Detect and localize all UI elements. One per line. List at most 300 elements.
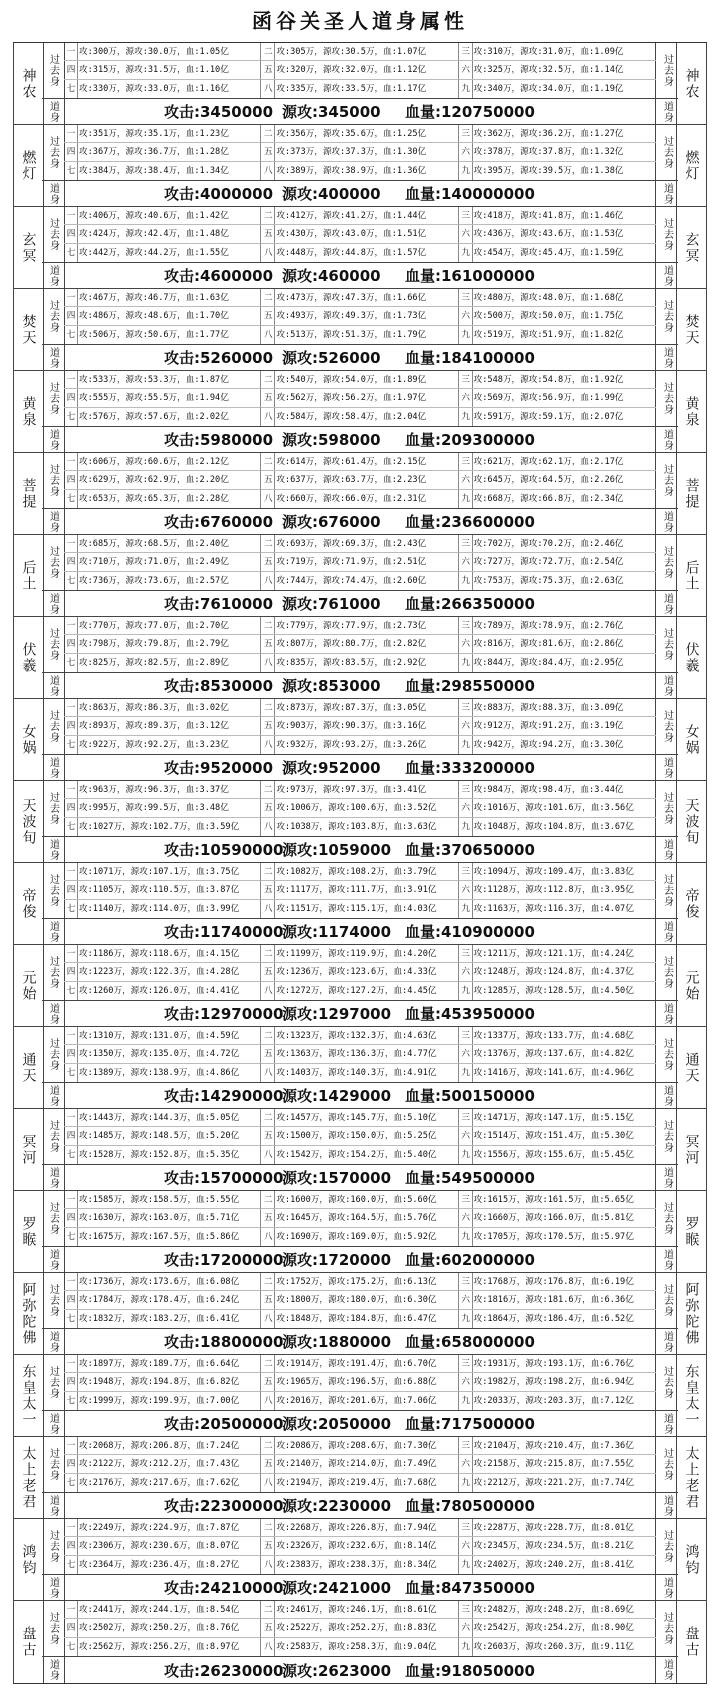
level-grid	[64, 1109, 656, 1164]
past-body-label-cell	[42, 699, 65, 754]
level-attack: 攻:2249万	[79, 1523, 123, 1533]
sep: ，	[177, 329, 186, 340]
past-body-label-cell	[42, 535, 65, 590]
level-source-attack: 源攻:132.3万	[328, 1031, 385, 1041]
level-source-attack: 源攻:54.0万	[322, 375, 375, 385]
past-body-label-cell	[655, 945, 678, 1000]
sep: ，	[511, 147, 521, 158]
level-grid	[64, 1027, 656, 1082]
sage-name: 神农	[683, 67, 700, 100]
total-attack-label: 攻击:	[164, 923, 200, 941]
level-cell	[261, 1127, 458, 1145]
sep: ，	[511, 311, 521, 322]
level-number: 一	[65, 945, 78, 963]
level-hp: 血:9.11亿	[590, 1641, 634, 1652]
sep: ，	[319, 903, 328, 914]
level-cell	[64, 471, 261, 489]
dao-body-label-cell	[42, 262, 65, 288]
level-attack: 攻:513万	[276, 329, 315, 340]
level-number: 五	[262, 1209, 275, 1227]
sep: ，	[116, 739, 126, 750]
sep: ，	[516, 1395, 526, 1406]
level-cell	[261, 1519, 458, 1537]
sep: ，	[122, 1195, 131, 1205]
dao-body-label-cell	[655, 344, 678, 370]
dao-body-label: 道身	[661, 838, 673, 861]
level-source-attack: 源攻:238.3万	[328, 1559, 385, 1570]
level-source-attack: 源攻:60.6万	[125, 457, 178, 467]
level-attack: 攻:2562万	[79, 1641, 123, 1652]
sage-name: 天波旬	[20, 797, 37, 846]
sage-name-cell	[13, 617, 44, 698]
level-number: 一	[65, 207, 78, 225]
level-source-attack: 源攻:50.6万	[125, 329, 178, 340]
sep: ，	[116, 557, 126, 568]
level-number: 三	[460, 1273, 473, 1291]
level-source-attack: 源攻:186.4万	[525, 1313, 583, 1324]
level-source-attack: 源攻:248.2万	[525, 1605, 583, 1615]
level-number: 七	[65, 326, 78, 344]
sep: ，	[511, 211, 521, 221]
level-cell	[261, 1537, 458, 1555]
sep: ，	[516, 1213, 526, 1224]
sep: ，	[511, 575, 521, 586]
level-hp: 血:6.82亿	[196, 1377, 240, 1388]
level-attack: 攻:825万	[79, 657, 117, 668]
sage-name-cell	[13, 1355, 44, 1436]
sep: ，	[571, 657, 581, 668]
total-hp-label: 血量:	[405, 923, 441, 941]
dao-body-label: 道身	[47, 1248, 59, 1271]
level-number: 二	[262, 781, 275, 799]
level-hp: 血:5.05亿	[196, 1113, 240, 1123]
total-attack-value: 6760000	[200, 513, 274, 531]
level-source-attack: 源攻:158.5万	[130, 1195, 188, 1205]
sep: ，	[314, 657, 323, 668]
level-source-attack: 源攻:98.4万	[520, 785, 572, 795]
level-source-attack: 源攻:73.6万	[125, 575, 178, 586]
sep: ，	[582, 1523, 591, 1533]
level-hp: 血:8.07亿	[196, 1541, 240, 1552]
level-number: 七	[65, 1310, 78, 1328]
total-hp	[405, 593, 535, 614]
sep: ，	[582, 1559, 591, 1570]
level-source-attack: 源攻:124.8万	[525, 967, 583, 978]
total-source-label: 源攻:	[282, 1169, 318, 1187]
level-number: 一	[65, 125, 78, 143]
level-grid	[64, 617, 656, 672]
sage-name: 神农	[20, 67, 37, 100]
level-cell	[261, 818, 458, 836]
level-source-attack: 源攻:97.3万	[322, 785, 375, 795]
total-attack-value: 24210000	[200, 1579, 284, 1597]
level-grid	[64, 207, 656, 262]
total-attack-label: 攻击:	[164, 1579, 200, 1597]
dao-body-label: 道身	[661, 1659, 673, 1681]
dao-body-label: 道身	[47, 1412, 59, 1435]
totals-line	[64, 754, 656, 780]
total-source-label: 源攻:	[282, 1579, 318, 1597]
level-cell	[261, 1109, 458, 1127]
level-cell	[64, 143, 261, 161]
total-attack-value: 14290000	[200, 1087, 284, 1105]
level-attack: 攻:719万	[276, 557, 315, 568]
level-hp: 血:1.28亿	[185, 147, 229, 158]
sep: ，	[187, 967, 197, 978]
level-attack: 攻:320万	[276, 65, 315, 76]
level-source-attack: 源攻:96.3万	[125, 785, 178, 795]
page-title: 函谷关圣人道身属性	[252, 9, 468, 33]
total-source-attack	[282, 183, 381, 204]
level-number: 九	[460, 1064, 473, 1082]
total-source-label: 源攻:	[282, 1005, 318, 1023]
level-number: 一	[65, 1437, 78, 1455]
sep: ，	[516, 1049, 526, 1060]
sep: ，	[314, 147, 323, 158]
level-number: 八	[262, 736, 275, 754]
sep: ，	[122, 1359, 131, 1369]
sep: ，	[582, 1313, 591, 1324]
sep: ，	[582, 1295, 591, 1306]
level-hp: 血:9.04亿	[393, 1641, 437, 1652]
level-number: 三	[460, 453, 473, 471]
level-hp: 血:3.12亿	[185, 721, 229, 732]
total-attack-label: 攻击:	[164, 1661, 200, 1680]
sep: ，	[384, 821, 394, 832]
level-number: 六	[460, 389, 473, 407]
level-attack: 攻:1082万	[276, 867, 320, 877]
level-number: 六	[460, 553, 473, 571]
level-grid	[64, 289, 656, 344]
level-number: 二	[262, 1519, 275, 1537]
level-hp: 血:2.20亿	[185, 475, 229, 486]
sage-name-cell	[13, 1437, 44, 1518]
total-hp	[405, 1660, 535, 1681]
level-number: 一	[65, 1191, 78, 1209]
sep: ，	[319, 821, 328, 832]
sep: ，	[374, 721, 384, 732]
sep: ，	[374, 639, 384, 650]
sep: ，	[582, 821, 591, 832]
level-number: 九	[460, 982, 473, 1000]
past-body-label: 过去身	[47, 136, 59, 169]
sep: ，	[319, 1067, 328, 1078]
level-number: 三	[460, 371, 473, 389]
level-attack: 攻:310万	[473, 47, 512, 57]
level-source-attack: 源攻:178.4万	[130, 1295, 188, 1306]
total-hp-label: 血量:	[405, 1333, 441, 1351]
level-source-attack: 源攻:184.8万	[328, 1313, 385, 1324]
sep: ，	[374, 539, 384, 549]
sep: ，	[314, 639, 323, 650]
level-number: 一	[65, 1601, 78, 1619]
level-cell	[64, 490, 261, 508]
sep: ，	[314, 493, 323, 504]
level-cell	[459, 617, 656, 635]
sep: ，	[571, 329, 581, 340]
sep: ，	[177, 83, 186, 94]
level-attack: 攻:1585万	[79, 1195, 123, 1205]
level-source-attack: 源攻:82.5万	[125, 657, 178, 668]
totals-line	[64, 918, 656, 944]
past-body-label: 过去身	[47, 218, 59, 251]
level-number: 五	[262, 471, 275, 489]
sep: ，	[374, 575, 384, 586]
past-body-label-cell	[42, 1355, 65, 1410]
sep: ，	[177, 557, 186, 568]
sep: ，	[122, 1623, 131, 1634]
totals-line	[64, 1410, 656, 1436]
sep: ，	[511, 457, 521, 467]
level-attack: 攻:912万	[473, 721, 512, 732]
sep: ，	[122, 821, 131, 832]
level-cell	[261, 699, 458, 717]
sage-row	[13, 1519, 707, 1601]
sep: ，	[314, 211, 323, 221]
total-attack-label: 攻击:	[164, 1251, 200, 1269]
level-hp: 血:1.30亿	[383, 147, 427, 158]
sage-name: 帝俊	[683, 887, 700, 920]
level-cell	[261, 125, 458, 143]
level-attack: 攻:1500万	[276, 1131, 320, 1142]
total-attack-value: 17200000	[200, 1251, 284, 1269]
sep: ，	[516, 1195, 526, 1205]
level-attack: 攻:1816万	[473, 1295, 517, 1306]
level-hp: 血:1.32亿	[580, 147, 624, 158]
past-body-label-cell	[655, 207, 678, 262]
total-hp	[405, 675, 535, 696]
level-grid	[64, 1601, 656, 1656]
level-number: 二	[262, 535, 275, 553]
dao-body-label-cell	[655, 1164, 678, 1190]
level-source-attack: 源攻:138.9万	[130, 1067, 188, 1078]
sep: ，	[582, 867, 591, 877]
sep: ，	[187, 1477, 197, 1488]
level-attack: 攻:1864万	[473, 1313, 517, 1324]
sage-name: 后土	[683, 559, 700, 592]
level-hp: 血:4.68亿	[590, 1031, 634, 1041]
totals-line	[64, 1082, 656, 1108]
sep: ，	[177, 785, 186, 795]
level-number: 九	[460, 1392, 473, 1410]
sep: ，	[122, 1277, 131, 1287]
total-hp-label: 血量:	[405, 431, 441, 449]
level-number: 五	[262, 389, 275, 407]
level-attack: 攻:576万	[79, 411, 117, 422]
sep: ，	[116, 393, 126, 404]
sep: ，	[582, 1395, 591, 1406]
level-cell	[261, 982, 458, 1000]
sep: ，	[374, 247, 384, 258]
sep: ，	[122, 1067, 131, 1078]
sep: ，	[177, 311, 186, 322]
level-source-attack: 源攻:35.1万	[125, 129, 178, 139]
past-body-label-cell	[655, 863, 678, 918]
sep: ，	[374, 475, 384, 486]
level-source-attack: 源攻:196.5万	[328, 1377, 385, 1388]
level-number: 一	[65, 289, 78, 307]
level-attack: 攻:1105万	[79, 885, 123, 896]
level-number: 六	[460, 1373, 473, 1391]
level-source-attack: 源攻:127.2万	[328, 985, 385, 996]
sage-name: 冥河	[683, 1133, 700, 1166]
level-source-attack: 源攻:30.5万	[322, 47, 375, 57]
level-number: 二	[262, 289, 275, 307]
level-attack: 攻:1914万	[276, 1359, 320, 1369]
total-attack-value: 11740000	[200, 923, 284, 941]
sep: ，	[571, 575, 581, 586]
level-hp: 血:3.44亿	[580, 785, 624, 795]
past-body-label: 过去身	[47, 546, 59, 579]
level-hp: 血:1.38亿	[580, 165, 624, 176]
level-number: 四	[65, 1619, 78, 1637]
level-number: 四	[65, 471, 78, 489]
past-body-label: 过去身	[661, 1202, 673, 1235]
level-attack: 攻:486万	[79, 311, 117, 322]
sep: ，	[122, 1313, 131, 1324]
level-attack: 攻:584万	[276, 411, 315, 422]
level-hp: 血:7.74亿	[590, 1477, 634, 1488]
dao-body-label: 道身	[661, 1166, 673, 1189]
level-hp: 血:4.77亿	[393, 1049, 437, 1060]
level-cell	[64, 125, 261, 143]
sage-name-cell	[13, 699, 44, 780]
level-source-attack: 源攻:230.6万	[130, 1541, 188, 1552]
level-source-attack: 源攻:104.8万	[525, 821, 583, 832]
level-attack: 攻:467万	[79, 293, 117, 303]
sage-name-cell	[13, 1191, 44, 1272]
sep: ，	[384, 1541, 394, 1552]
sage-name-cell	[676, 43, 707, 124]
level-source-attack: 源攻:32.0万	[322, 65, 375, 76]
dao-body-label: 道身	[47, 182, 59, 205]
level-hp: 血:2.12亿	[185, 457, 229, 467]
level-number: 五	[262, 1619, 275, 1637]
sep: ，	[516, 867, 526, 877]
dao-body-label-cell	[655, 1574, 678, 1600]
level-number: 六	[460, 471, 473, 489]
level-hp: 血:1.42亿	[185, 211, 229, 221]
total-attack-value: 18800000	[200, 1333, 284, 1351]
level-cell	[261, 781, 458, 799]
level-hp: 血:4.20亿	[393, 949, 437, 959]
sep: ，	[319, 1459, 328, 1470]
level-source-attack: 源攻:121.1万	[525, 949, 583, 959]
level-grid	[64, 453, 656, 508]
past-body-label: 过去身	[661, 382, 673, 415]
past-body-label: 过去身	[661, 874, 673, 907]
sage-name-cell	[676, 863, 707, 944]
sage-name-cell	[13, 863, 44, 944]
sep: ，	[516, 803, 526, 814]
level-attack: 攻:798万	[79, 639, 117, 650]
sep: ，	[116, 329, 126, 340]
total-attack	[164, 511, 273, 532]
total-hp-label: 血量:	[405, 1579, 441, 1597]
level-hp: 血:1.59亿	[580, 247, 624, 258]
sep: ，	[516, 885, 526, 896]
total-attack-label: 攻击:	[164, 267, 200, 285]
sep: ，	[116, 721, 126, 732]
total-attack-value: 5980000	[200, 431, 274, 449]
level-attack: 攻:614万	[276, 457, 315, 467]
level-source-attack: 源攻:234.5万	[525, 1541, 583, 1552]
sep: ，	[122, 1441, 131, 1451]
level-cell	[64, 963, 261, 981]
sep: ，	[314, 47, 323, 57]
level-attack: 攻:1528万	[79, 1149, 123, 1160]
level-number: 四	[65, 1291, 78, 1309]
level-number: 四	[65, 1537, 78, 1555]
level-source-attack: 源攻:36.7万	[125, 147, 178, 158]
level-number: 八	[262, 80, 275, 98]
level-number: 七	[65, 1064, 78, 1082]
sage-name-cell	[676, 781, 707, 862]
sep: ，	[177, 475, 186, 486]
level-attack: 攻:621万	[473, 457, 512, 467]
level-number: 八	[262, 162, 275, 180]
level-number: 七	[65, 572, 78, 590]
level-hp: 血:2.40亿	[185, 539, 229, 549]
level-source-attack: 源攻:260.3万	[525, 1641, 583, 1652]
sep: ，	[319, 1277, 328, 1287]
level-number: 七	[65, 982, 78, 1000]
level-hp: 血:2.34亿	[580, 493, 624, 504]
level-number: 八	[262, 818, 275, 836]
level-attack: 攻:1485万	[79, 1131, 123, 1142]
level-cell	[459, 1373, 656, 1391]
level-number: 六	[460, 307, 473, 325]
level-hp: 血:1.10亿	[185, 65, 229, 76]
level-source-attack: 源攻:122.3万	[130, 967, 188, 978]
total-hp-value: 658000000	[441, 1333, 535, 1351]
sep: ，	[384, 1623, 394, 1634]
dao-body-label: 道身	[661, 510, 673, 533]
sep: ，	[582, 1623, 591, 1634]
level-hp: 血:3.48亿	[185, 803, 229, 814]
sep: ，	[511, 65, 521, 76]
sage-name: 罗睺	[683, 1215, 700, 1248]
sep: ，	[511, 475, 521, 486]
sep: ，	[319, 1131, 328, 1142]
level-number: 六	[460, 143, 473, 161]
level-cell	[261, 717, 458, 735]
level-hp: 血:1.77亿	[185, 329, 229, 340]
sep: ，	[374, 493, 384, 504]
level-source-attack: 源攻:119.9万	[328, 949, 385, 959]
level-hp: 血:4.63亿	[393, 1031, 437, 1041]
level-source-attack: 源攻:206.8万	[130, 1441, 188, 1451]
level-cell	[64, 326, 261, 344]
sep: ，	[582, 967, 591, 978]
totals-line	[64, 262, 656, 288]
total-source-attack	[282, 1003, 391, 1024]
sep: ，	[582, 885, 591, 896]
sage-row	[13, 863, 707, 945]
sep: ，	[116, 475, 126, 486]
level-cell	[459, 945, 656, 963]
level-hp: 血:1.94亿	[185, 393, 229, 404]
sep: ，	[187, 1377, 197, 1388]
dao-body-label-cell	[42, 836, 65, 862]
past-body-label: 过去身	[47, 1120, 59, 1153]
level-cell	[459, 80, 656, 98]
dao-body-label: 道身	[47, 1084, 59, 1107]
past-body-label-cell	[42, 207, 65, 262]
dao-body-label: 道身	[661, 1248, 673, 1271]
level-source-attack: 源攻:78.9万	[520, 621, 572, 631]
sage-name: 菩提	[683, 477, 700, 510]
